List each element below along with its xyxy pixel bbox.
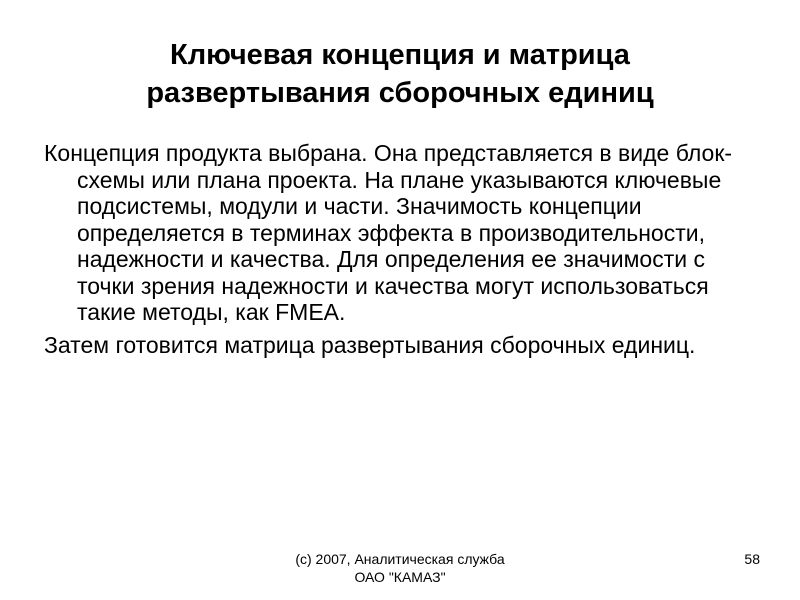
- footer-source-line-1: (c) 2007, Аналитическая служба: [295, 551, 505, 567]
- body-paragraph-concept: Концепция продукта выбрана. Она представляется в виде блок-схемы или плана проекта. На плане указываются ключевые подсистемы, модули и части. Значимость концепции определяется в терминах эффекта в производительности, надежности и качества. Для определения ее значимости с точки зрения надежности и качества могут использоваться такие методы, как FMEA.: [44, 140, 733, 325]
- footer-source-line-2: ОАО "КАМАЗ": [354, 569, 446, 585]
- footer-source: [250, 550, 550, 586]
- page-number: 58: [744, 551, 760, 567]
- title-line-2: развертывания сборочных единиц: [146, 77, 654, 109]
- body-paragraph-matrix: Затем готовится матрица развертывания сборочных единиц.: [44, 331, 696, 358]
- slide-body: [44, 140, 756, 364]
- title-line-1: Ключевая концепция и матрица: [170, 39, 630, 71]
- slide-title: [60, 36, 740, 112]
